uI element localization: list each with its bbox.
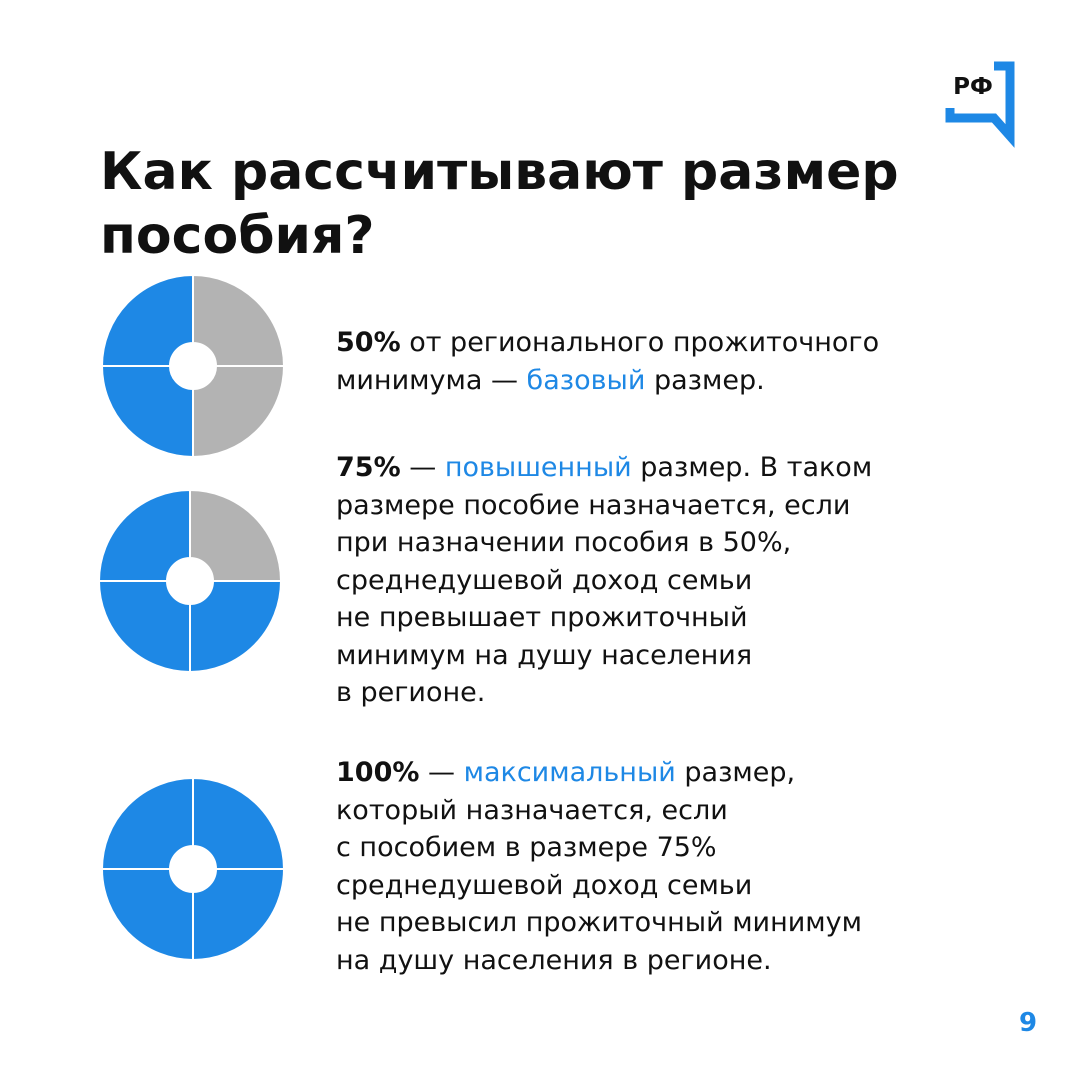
block-text: размер. В таком (631, 452, 873, 483)
percent-label: 75% (336, 452, 401, 483)
block-line: среднедушевой доход семьи (336, 564, 753, 596)
block-text: от регионального прожиточного (400, 327, 880, 358)
donut-quarters (102, 778, 284, 960)
block-line: на душу населения в регионе. (336, 944, 772, 976)
donut-segment-top-left (99, 490, 190, 581)
text-block-75 (336, 449, 872, 712)
donut-segment-bottom-right (190, 581, 281, 672)
title-line-2: пособия? (100, 206, 375, 266)
block-line (336, 449, 872, 487)
page-number: 9 (1018, 1008, 1038, 1038)
block-line: среднедушевой доход семьи (336, 869, 753, 901)
donut-segment-top-left (102, 275, 193, 366)
block-text: — (419, 757, 464, 788)
block-line (336, 754, 862, 792)
logo-text: РФ (953, 74, 993, 100)
text-block-50 (336, 324, 879, 399)
block-line: не превысил прожиточный минимум (336, 907, 863, 938)
donut-75-percent (98, 489, 282, 673)
percent-label: 100% (336, 757, 420, 788)
donut-segment-bottom-left (102, 869, 193, 960)
block-text: минимума — (336, 364, 527, 396)
donut-50-percent (101, 274, 285, 458)
text-block-100 (336, 754, 862, 979)
block-text: размер. (645, 364, 765, 396)
donut-segment-top-right (193, 778, 284, 869)
donut-segment-top-right (193, 275, 284, 366)
block-text: — (400, 452, 445, 483)
block-line (336, 324, 879, 362)
donut-quarters (102, 275, 284, 457)
block-text: размер, (675, 757, 796, 788)
percent-label: 50% (336, 327, 401, 358)
highlight-word: базовый (526, 364, 646, 396)
page-title (100, 140, 960, 268)
title-line-1: Как рассчитывают размер (100, 142, 899, 202)
block-line (336, 362, 879, 400)
donut-segment-top-right (190, 490, 281, 581)
highlight-word: повышенный (444, 452, 632, 483)
block-line: который назначается, если (336, 794, 728, 826)
donut-quarters (99, 490, 281, 672)
block-line: минимум на душу населения (336, 639, 753, 671)
highlight-word: максимальный (463, 757, 676, 788)
donut-100-percent (101, 777, 285, 961)
block-line: с пособием в размере 75% (336, 832, 717, 863)
block-line: при назначении пособия в 50%, (336, 527, 792, 558)
donut-segment-bottom-right (193, 366, 284, 457)
donut-segment-top-left (102, 778, 193, 869)
speech-bubble-icon (944, 56, 1024, 148)
block-line: не превышает прожиточный (336, 602, 748, 633)
donut-segment-bottom-left (99, 581, 190, 672)
block-line: в регионе. (336, 677, 486, 708)
donut-segment-bottom-right (193, 869, 284, 960)
rf-logo (944, 56, 1024, 148)
block-line: размере пособие назначается, если (336, 489, 851, 521)
donut-segment-bottom-left (102, 366, 193, 457)
